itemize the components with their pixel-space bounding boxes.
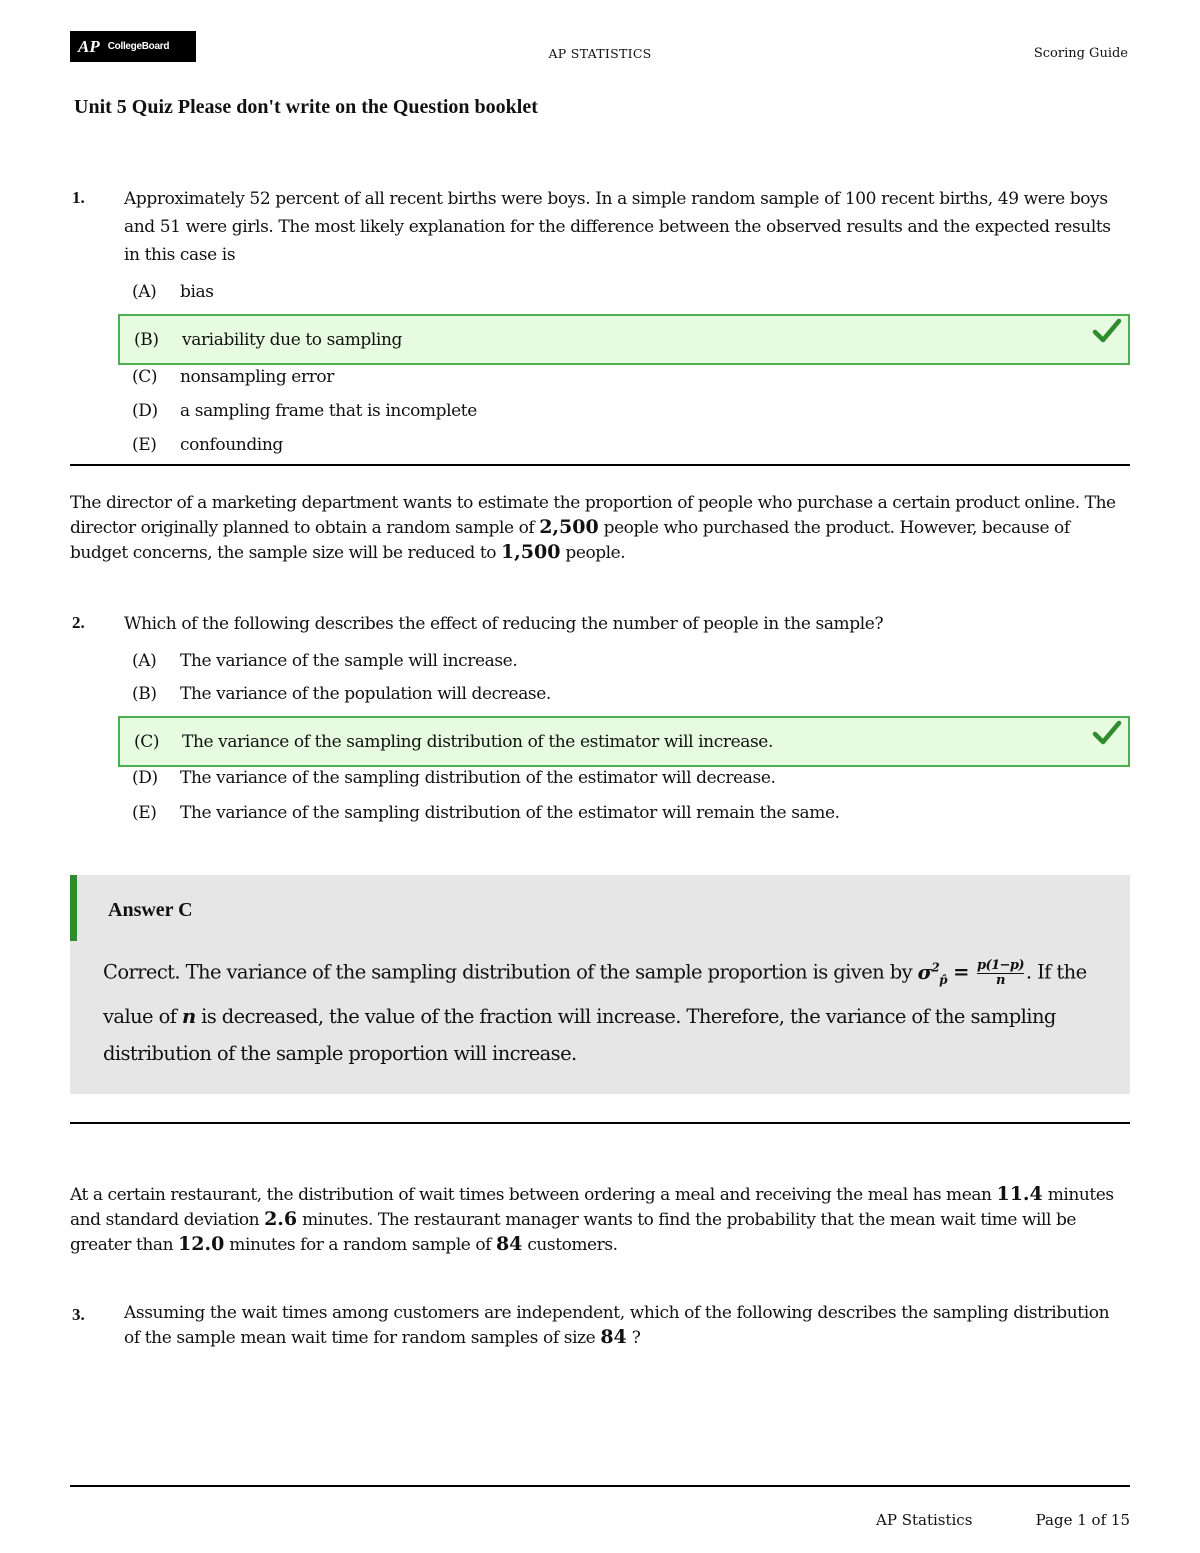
q1-number: 1. <box>72 188 85 207</box>
q3-text <box>124 1301 1114 1350</box>
sample-size-original: 2,500 <box>539 516 599 538</box>
choice-text: variability due to sampling <box>182 329 403 350</box>
q3-sample-size: 84 <box>600 1326 627 1348</box>
page-title: Unit 5 Quiz Please don't write on the Question booklet <box>74 96 538 118</box>
q2-text: Which of the following describes the effect of reducing the number of people in the sample? <box>124 614 884 634</box>
section-divider <box>70 1122 1130 1124</box>
choice-text: The variance of the sample will increase. <box>180 651 518 671</box>
choice-text: nonsampling error <box>180 367 334 387</box>
q3-number: 3. <box>72 1305 85 1324</box>
sample-size-reduced: 1,500 <box>500 541 561 563</box>
q2-stem <box>70 491 1132 565</box>
choice-letter: (E) <box>132 435 157 455</box>
q2-choice-d[interactable] <box>118 762 1130 794</box>
mean-value: 11.4 <box>996 1183 1043 1205</box>
answer-text-part: is decreased, the value of the fraction will increase. Therefore, the variance of the sampling distribution of the sample proportion will increase. <box>103 1005 1056 1066</box>
checkmark-icon <box>1092 720 1122 746</box>
q2-number: 2. <box>72 613 85 632</box>
variance-fraction <box>977 959 1024 988</box>
choice-letter: (C) <box>132 367 158 387</box>
choice-letter: (D) <box>132 401 158 421</box>
q3-stem <box>70 1182 1132 1257</box>
stem-text: people who purchased the product. However, because of budget concerns, the sample size will be reduced to <box>70 518 1070 563</box>
sigma-superscript: 2 <box>931 960 940 974</box>
checkmark-icon <box>1092 318 1122 344</box>
choice-text: confounding <box>180 435 283 455</box>
q1-choice-b-correct[interactable] <box>118 314 1130 365</box>
sigma-symbol <box>917 960 947 987</box>
fraction-numerator: p(1−p) <box>977 957 1024 973</box>
q3-text-part: Assuming the wait times among customers are independent, which of the following describes the sampling distribution of the sample mean wait time for random samples of size <box>124 1303 1110 1348</box>
stem-text: customers. <box>522 1235 618 1255</box>
q2-choice-c-correct[interactable] <box>118 716 1130 767</box>
stem-text: The director of a marketing department wants to estimate the proportion of people who purchase a certain product online. The director originally planned to obtain a random sample of <box>70 493 1116 538</box>
choice-letter: (B) <box>134 329 159 350</box>
q1-choice-d[interactable] <box>118 395 1130 427</box>
q2-choice-e[interactable] <box>118 797 1130 829</box>
answer-text-part: . If the value of <box>103 960 1087 1029</box>
stem-text: people. <box>560 543 626 563</box>
answer-text-part: Correct. The variance of the sampling distribution of the sample proportion is given by <box>103 960 918 984</box>
choice-letter: (B) <box>132 684 157 704</box>
stem-text: minutes and standard deviation <box>70 1185 1114 1230</box>
choice-letter: (A) <box>132 651 157 671</box>
answer-accent-bar <box>70 875 77 941</box>
stem-text: minutes. The restaurant manager wants to find the probability that the mean wait time will be greater than <box>70 1210 1077 1255</box>
q1-text: Approximately 52 percent of all recent births were boys. In a simple random sample of 100 recent births, 49 were boys and 51 were girls. The most likely explanation for the difference between the observed results and the expected results in this case is <box>124 189 1111 265</box>
header-subject: AP STATISTICS <box>548 46 652 61</box>
choice-text: a sampling frame that is incomplete <box>180 401 477 421</box>
threshold-value: 12.0 <box>178 1233 225 1255</box>
stem-text: At a certain restaurant, the distribution of wait times between ordering a meal and receiving the meal has mean <box>70 1185 997 1205</box>
q2-choice-a[interactable] <box>118 645 1130 677</box>
q1-choice-c[interactable] <box>118 361 1130 393</box>
logo-ap-text: AP <box>78 36 100 56</box>
n-symbol: n <box>181 1005 196 1029</box>
q1-choice-a[interactable] <box>118 276 1130 308</box>
choice-letter: (C) <box>134 731 160 752</box>
choice-text: The variance of the sampling distribution of the estimator will decrease. <box>180 768 776 788</box>
fraction-denominator: n <box>996 972 1005 988</box>
sd-value: 2.6 <box>264 1208 298 1230</box>
choice-letter: (D) <box>132 768 158 788</box>
header-scoring-guide: Scoring Guide <box>1033 46 1128 61</box>
answer-title: Answer C <box>108 899 193 921</box>
choice-text: The variance of the sampling distribution of the estimator will remain the same. <box>180 803 840 823</box>
sigma-subscript: p̂ <box>939 972 947 987</box>
logo-collegeboard-text: CollegeBoard <box>107 41 170 52</box>
choice-text: The variance of the sampling distribution of the estimator will increase. <box>182 731 773 752</box>
footer-page-number: Page 1 of 15 <box>1035 1511 1130 1529</box>
equals-sign: = <box>946 960 976 984</box>
choice-text: bias <box>180 282 214 302</box>
q3-text-part: ? <box>626 1328 641 1348</box>
footer-course: AP Statistics <box>876 1511 973 1529</box>
stem-text: minutes for a random sample of <box>224 1235 496 1255</box>
choice-letter: (A) <box>132 282 157 302</box>
choice-letter: (E) <box>132 803 157 823</box>
q1-choice-e[interactable] <box>118 429 1130 461</box>
footer-divider <box>70 1485 1130 1487</box>
q2-choice-b[interactable] <box>118 678 1130 710</box>
answer-text <box>103 949 1093 1072</box>
sigma-char: σ <box>917 960 932 984</box>
sample-size-value: 84 <box>495 1233 523 1255</box>
choice-text: The variance of the population will decrease. <box>180 684 551 704</box>
section-divider <box>70 464 1130 466</box>
answer-explanation-box <box>70 875 1130 1094</box>
